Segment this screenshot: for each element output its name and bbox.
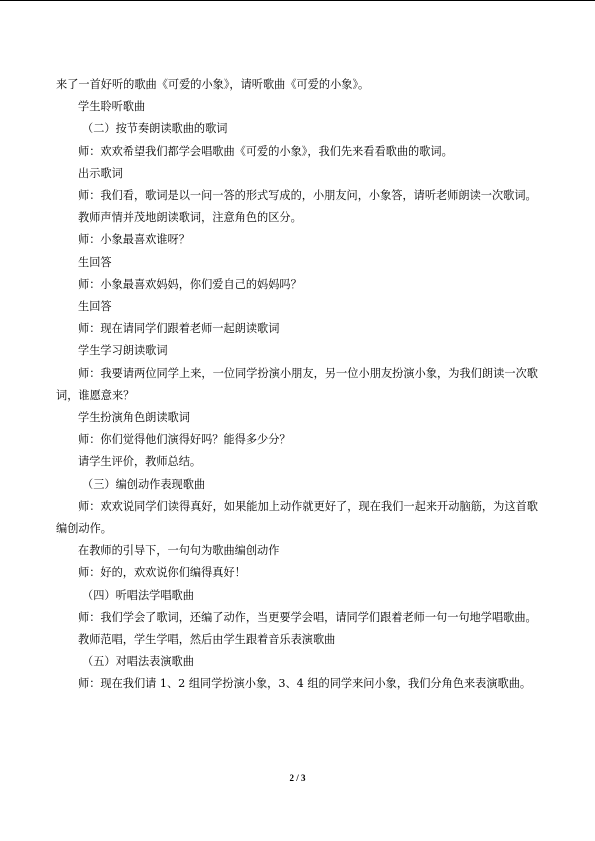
paragraph: （四）听唱法学唱歌曲 [82,588,194,602]
paragraph: 师：你们觉得他们演得好吗？能得多少分？ [78,433,291,447]
paragraph: 师：欢欢希望我们都学会唱歌曲《可爱的小象》，我们先来看看歌曲的歌词。 [78,144,453,158]
paragraph: （三）编创动作表现歌曲 [82,477,206,491]
paragraph: 学生学习朗读歌词 [78,344,168,358]
paragraph: 生回答 [78,300,112,314]
page-number: 2 / 3 [289,773,306,783]
paragraph: 师：现在请同学们跟着老师一起朗读歌词 [78,322,280,336]
header-rule [0,0,595,1]
paragraph: （五）对唱法表演歌曲 [82,655,194,669]
paragraph: 在教师的引导下，一句句为歌曲编创动作 [78,544,280,558]
paragraph: 师：我要请两位同学上来，一位同学扮演小朋友，另一位小朋友扮演小象，为我们朗读一次歌词，谁愿意来？ [56,366,538,402]
paragraph: 教师声情并茂地朗读歌词，注意角色的区分。 [78,211,302,225]
paragraph: 出示歌词 [78,166,123,180]
paragraph: 学生扮演角色朗读歌词 [78,411,190,425]
paragraph: 师：小象最喜欢妈妈，你们爱自己的妈妈吗？ [78,277,302,291]
paragraph: 生回答 [78,255,112,269]
paragraph: 师：欢欢说同学们读得真好，如果能加上动作就更好了，现在我们一起来开动脑筋，为这首歌编创动作。 [56,499,538,536]
paragraph: 请学生评价，教师总结。 [78,455,202,469]
paragraph: 来了一首好听的歌曲《可爱的小象》，请听歌曲《可爱的小象》。 [56,78,370,91]
paragraph: 学生聆听歌曲 [78,100,146,114]
paragraph: 师：我们学会了歌词，还编了动作，当更要学会唱，请同学们跟着老师一句一句地学唱歌曲。 [78,610,537,624]
paragraph: （二）按节奏朗读歌曲的歌词 [82,122,228,136]
paragraph: 教师范唱，学生学唱，然后由学生跟着音乐表演歌曲 [78,633,336,647]
paragraph: 师：小象最喜欢谁呀？ [78,233,190,247]
paragraph: 师：我们看，歌词是以一问一答的形式写成的，小朋友问，小象答，请听老师朗读一次歌词。 [78,189,537,203]
paragraph: 师：现在我们请 1、2 组同学扮演小象，3、4 组的同学来问小象，我们分角色来表演歌曲。 [78,677,532,691]
document-body [56,74,538,696]
paragraph: 师：好的，欢欢说你们编得真好！ [78,566,246,580]
